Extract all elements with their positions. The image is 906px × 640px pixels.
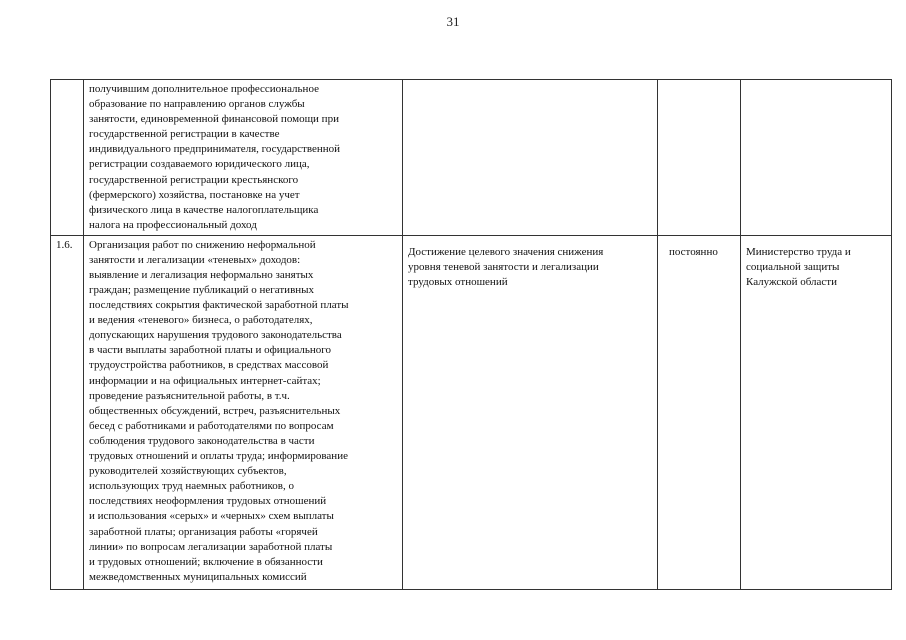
text-line: (фермерского) хозяйства, постановке на учет xyxy=(89,188,300,201)
text-line: уровня теневой занятости и легализации xyxy=(408,260,599,273)
text-line: использующих труд наемных работников, о xyxy=(89,480,294,493)
text-line: получившим дополнительное профессиональное xyxy=(89,83,319,95)
table-row xyxy=(51,235,892,589)
text-line: в части выплаты заработной платы и официального xyxy=(89,344,332,357)
text-line: социальной защиты xyxy=(746,260,840,273)
text-line: граждан; размещение публикаций о негативных xyxy=(89,284,315,297)
text-line: государственной регистрации в качестве xyxy=(89,128,280,141)
row-number xyxy=(51,80,83,82)
text-line: налога на профессиональный доход xyxy=(89,218,257,231)
text-line: и использования «серых» и «черных» схем выплаты xyxy=(89,510,334,523)
text-line: и трудовых отношений; включение в обязанности xyxy=(89,555,323,568)
text-line: информации и на официальных интернет-сайтах; xyxy=(89,374,321,387)
page-number: 31 xyxy=(446,14,460,29)
result-text xyxy=(403,236,657,290)
text-line: бесед с работниками и работодателями по вопросам xyxy=(89,419,334,432)
text-line: трудовых отношений xyxy=(408,275,508,288)
text-line: соблюдения трудового законодательства в части xyxy=(89,434,315,447)
text-line: занятости, единовременной финансовой помощи при xyxy=(89,113,339,126)
row-number-cell xyxy=(51,235,84,589)
executor-text xyxy=(741,236,891,290)
text-line: линии» по вопросам легализации заработной платы xyxy=(89,540,333,553)
executor-cell xyxy=(741,80,892,236)
text-line: Калужской области xyxy=(746,275,837,288)
result-cell xyxy=(403,235,658,589)
text-line: трудовых отношений и оплаты труда; информирование xyxy=(89,450,348,463)
result-text xyxy=(403,80,657,89)
activity-cell xyxy=(84,235,403,589)
text-line: физического лица в качестве налогоплательщика xyxy=(89,203,319,216)
text-line: государственной регистрации крестьянского xyxy=(89,173,299,186)
text-line: образование по направлению органов службы xyxy=(89,98,305,111)
text-line: Министерство труда и xyxy=(746,245,851,258)
term-cell xyxy=(658,235,741,589)
text-line: индивидуального предпринимателя, государственной xyxy=(89,143,341,156)
term-text xyxy=(658,80,740,89)
text-line: межведомственных муниципальных комиссий xyxy=(89,570,307,583)
text-line: Организация работ по снижению неформальной xyxy=(89,238,316,251)
plan-table xyxy=(50,79,892,590)
row-number-cell xyxy=(51,80,84,236)
executor-text xyxy=(741,80,891,89)
text-line: заработной платы; организация работы «горячей xyxy=(89,525,318,538)
text-line: допускающих нарушения трудового законодательства xyxy=(89,329,342,342)
executor-cell xyxy=(741,235,892,589)
term-text: постоянно xyxy=(669,245,718,258)
text-line: проведение разъяснительной работы, в т.ч. xyxy=(89,389,290,402)
text-line: последствиях неоформления трудовых отношений xyxy=(89,495,327,508)
term-cell xyxy=(658,80,741,236)
row-number: 1.6. xyxy=(56,238,73,251)
activity-cell xyxy=(84,80,403,236)
text-line: руководителей хозяйствующих субъектов, xyxy=(89,465,287,478)
text-line: трудоустройства работников, в средствах массовой xyxy=(89,359,329,372)
text-line: общественных обсуждений, встреч, разъяснительных xyxy=(89,404,341,417)
text-line: занятости и легализации «теневых» доходов: xyxy=(89,253,301,266)
text-line: регистрации создаваемого юридического лица, xyxy=(89,158,310,171)
text-line: выявление и легализация неформально занятых xyxy=(89,268,314,281)
activity-text xyxy=(84,236,402,585)
table-row xyxy=(51,80,892,236)
result-cell xyxy=(403,80,658,236)
text-line: и ведения «теневого» бизнеса, о работодателях, xyxy=(89,314,313,327)
text-line: последствиях сокрытия фактической заработной платы xyxy=(89,299,349,312)
text-line: Достижение целевого значения снижения xyxy=(408,245,604,258)
activity-text xyxy=(84,80,402,233)
